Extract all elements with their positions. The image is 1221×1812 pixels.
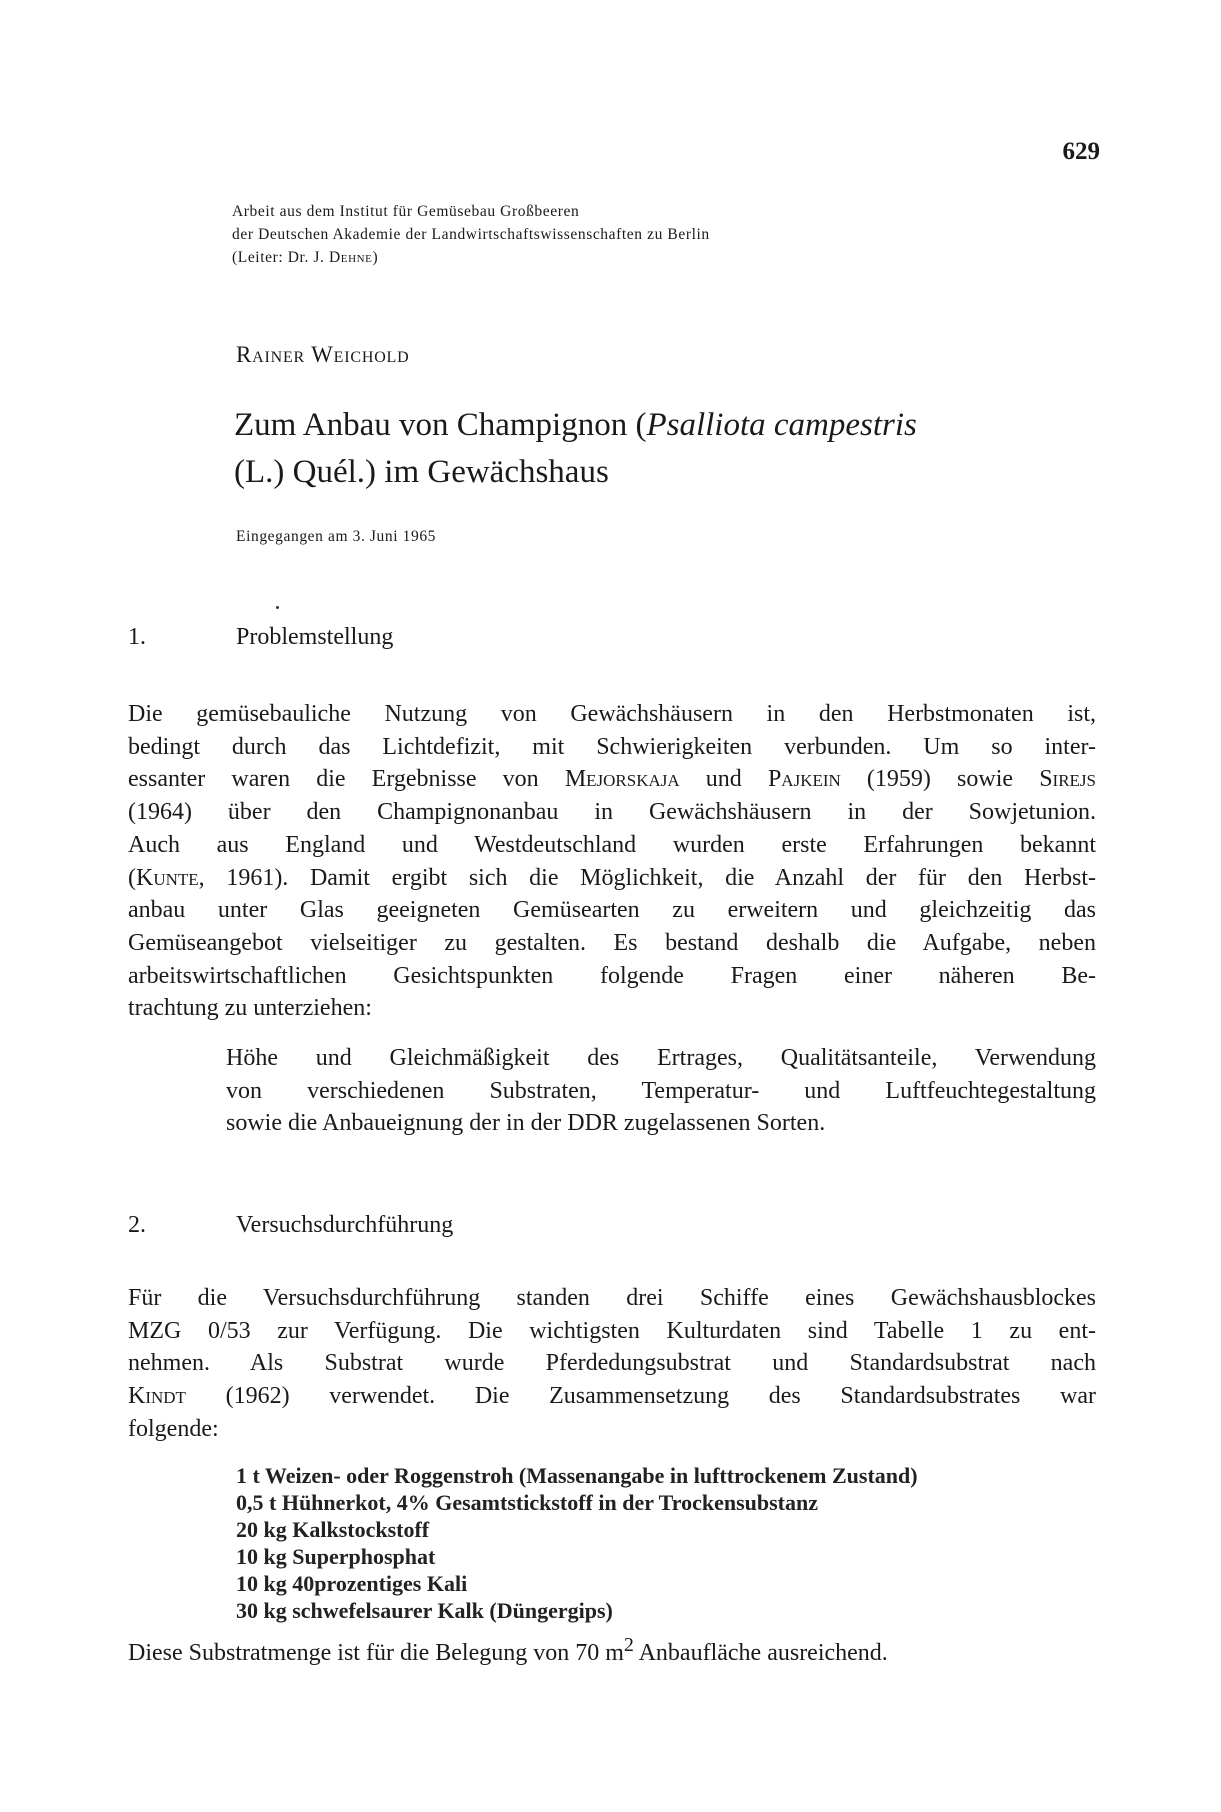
- list-item: 0,5 t Hühnerkot, 4% Gesamtstickstoff in der Trockensubstanz: [236, 1490, 819, 1515]
- section-2-paragraph: Für die Versuchsdurchführung standen drei Schiffe eines Gewächshausblockes MZG 0/53 zur Verfügung. Die wichtigsten Kulturdaten sind Tabelle 1 zu ent- nehmen. Als Substrat wurde Pferdedungsubstrat und Standardsubstrat nach Kindt (1962) verwendet. Die Zusammensetzung des Standardsubstrates war folgende:: [128, 1285, 1096, 1442]
- list-item: 10 kg Superphosphat: [236, 1544, 436, 1569]
- substrate-composition-list: [236, 1462, 1106, 1624]
- institution-line-1: Arbeit aus dem Institut für Gemüsebau Großbeeren: [232, 203, 580, 220]
- research-questions: Höhe und Gleichmäßigkeit des Ertrages, Qualitätsanteile, Verwendung von verschiedenen Substraten, Temperatur- und Luftfeuchtegestaltung sowie die Anbaueignung der in der DDR zugelassenen Sorten.: [226, 1045, 1096, 1137]
- print-speck: [276, 606, 279, 609]
- institution-line-2: der Deutschen Akademie der Landwirtschaftswissenschaften zu Berlin: [232, 226, 710, 243]
- paper-title: [234, 402, 1134, 496]
- list-item: 20 kg Kalkstockstoff: [236, 1517, 430, 1542]
- substrate-area-sentence: Diese Substratmenge ist für die Belegung von 70 $m^2$ Anbaufläche ausreichend.: [128, 1634, 888, 1666]
- list-item: 1 t Weizen- oder Roggenstroh (Massenangabe in lufttrockenem Zustand): [236, 1463, 918, 1488]
- page-number: 629: [1062, 138, 1100, 165]
- title-line-2: (L.) Quél.) im Gewächshaus: [234, 454, 609, 490]
- institution-affiliation: [232, 200, 1032, 269]
- list-item: 10 kg 40prozentiges Kali: [236, 1571, 468, 1596]
- section-2-heading: 2. Versuchsdurchführung: [128, 1212, 454, 1238]
- received-date: Eingegangen am 3. Juni 1965: [236, 528, 437, 545]
- list-item: 30 kg schwefelsaurer Kalk (Düngergips): [236, 1598, 613, 1623]
- section-1-heading: 1. Problemstellung: [128, 624, 394, 650]
- author-name: Rainer Weichold: [236, 342, 410, 367]
- institution-line-3: (Leiter: Dr. J. Dehne): [232, 249, 379, 266]
- section-1-paragraph: Die gemüsebauliche Nutzung von Gewächshäusern in den Herbstmonaten ist, bedingt durch das Lichtdefizit, mit Schwierigkeiten verbunden. Um so inter- essanter waren die Ergebnisse von Mejorskaja und Pajkein (1959) sowie Sirejs (1964) über den Champignonanbau in Gewächshäusern in der Sowjetunion. Auch aus England und Westdeutschland wurden erste Erfahrungen bekannt (Kunte, 1961). Damit ergibt sich die Möglichkeit, die Anzahl der für den Herbst- anbau unter Glas geeigneten Gemüsearten zu erweitern und gleichzeitig das Gemüseangebot vielseitiger zu gestalten. Es bestand deshalb die Aufgabe, neben arbeitswirtschaftlichen Gesichtspunkten folgende Fragen einer näheren Be- trachtung zu unterziehen:: [128, 701, 1096, 1022]
- title-line-1: Zum Anbau von Champignon (Psalliota campestris: [234, 407, 917, 443]
